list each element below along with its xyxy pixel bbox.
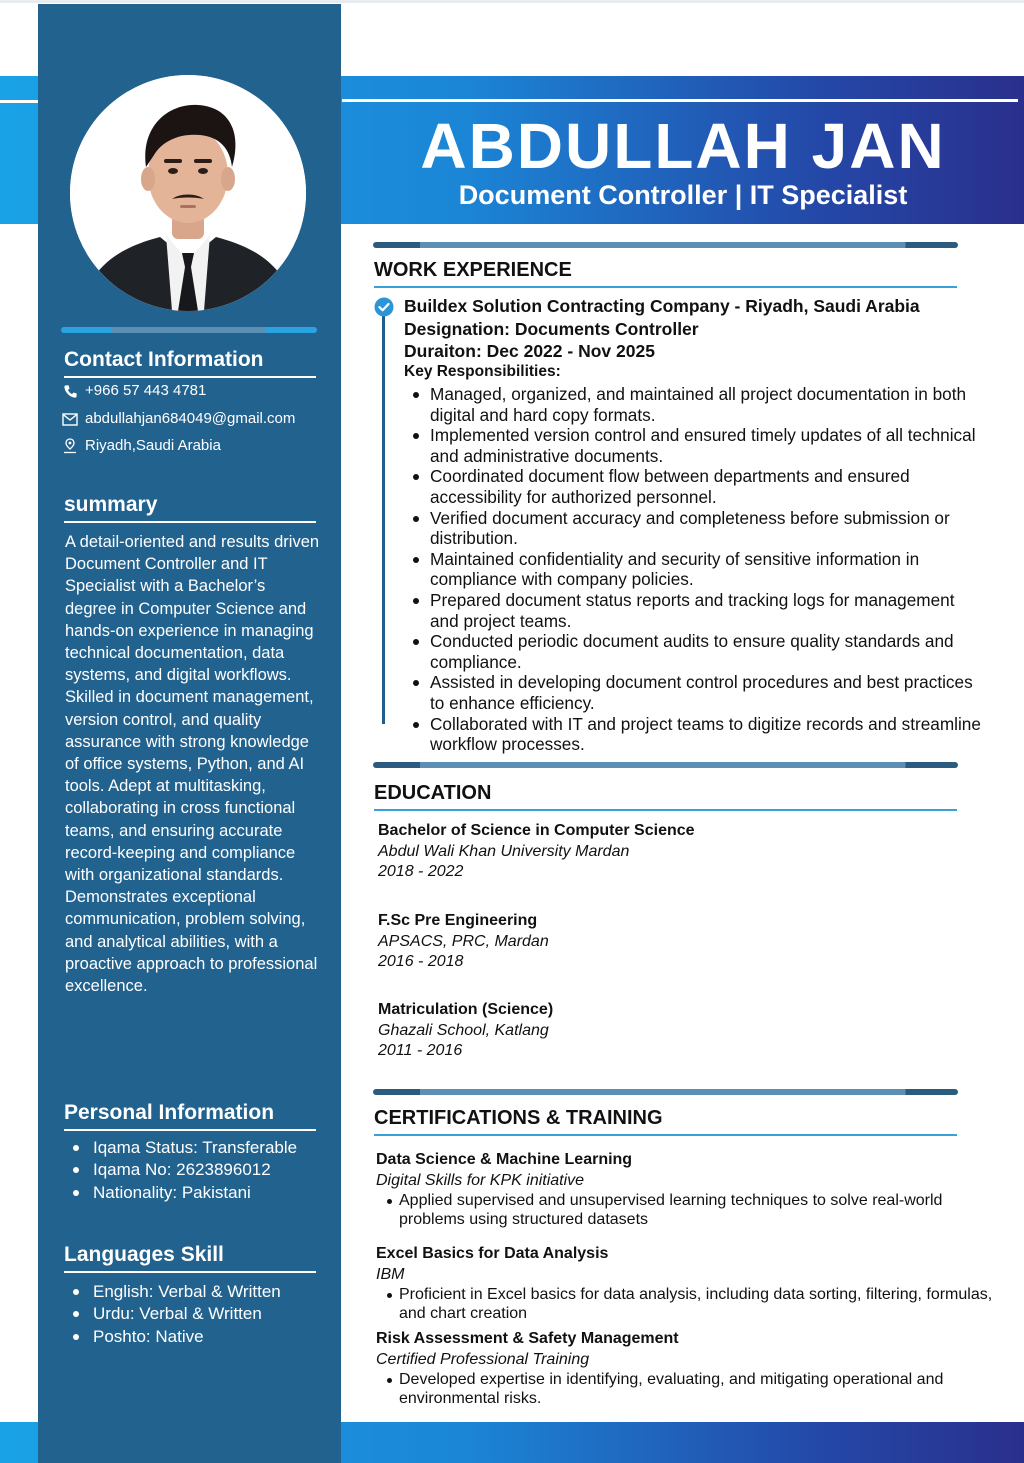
designation: Designation: Documents Controller	[404, 319, 699, 339]
years: 2011 - 2016	[378, 1042, 463, 1059]
list-item: Implemented version control and ensured timely updates of all technical and administrative documents.	[410, 425, 985, 466]
school: APSACS, PRC, Mardan	[378, 932, 549, 950]
years: 2018 - 2022	[378, 863, 464, 880]
degree: Matriculation (Science)	[378, 1001, 554, 1018]
education-heading: EDUCATION	[374, 780, 957, 811]
list-item: Poshto: Native	[70, 1326, 330, 1348]
summary-text: A detail-oriented and results driven Document Controller and IT Specialist with a Bachelor’s degree in Computer Science and hands-on experience in managing technical documentation, data systems, and digital workflows. Skilled in document management, version control, and quality assurance with strong knowledge of office systems, Python, and AI tools. Adept at multitasking, collaborating in cross functional teams, and ensuring accurate record-keeping and compliance with organizational standards. Demonstrates exceptional communication, problem solving, and analytical abilities, with a proactive approach to professional excellence.	[65, 533, 320, 996]
phone-number[interactable]: +966 57 443 4781	[85, 382, 207, 399]
certification-name: Excel Basics for Data Analysis	[376, 1245, 609, 1262]
email-address[interactable]: abdullahjan684049@gmail.com	[85, 410, 296, 427]
email-icon	[62, 411, 78, 427]
certification-entry	[376, 1150, 996, 1229]
responsibilities-list	[410, 384, 985, 755]
certifications-heading: CERTIFICATIONS & TRAINING	[374, 1105, 957, 1136]
contact-location	[62, 437, 221, 455]
list-item: Nationality: Pakistani	[70, 1182, 330, 1204]
list-item: Verified document accuracy and completeness before submission or distribution.	[410, 508, 985, 549]
certification-name: Risk Assessment & Safety Management	[376, 1330, 679, 1347]
certification-entry	[376, 1244, 996, 1323]
education-entry	[378, 821, 958, 883]
list-item: Collaborated with IT and project teams to digitize records and streamline workflow processes.	[410, 714, 985, 755]
check-circle-icon	[374, 297, 394, 322]
list-item: Prepared document status reports and tracking logs for management and project teams.	[410, 590, 985, 631]
certification-name: Data Science & Machine Learning	[376, 1151, 633, 1168]
timeline-line	[382, 312, 385, 724]
summary-heading: summary	[64, 492, 316, 523]
school: Ghazali School, Katlang	[378, 1021, 549, 1039]
location-text: Riyadh,Saudi Arabia	[85, 437, 221, 454]
school: Abdul Wali Khan University Mardan	[378, 842, 630, 860]
years: 2016 - 2018	[378, 953, 464, 970]
list-item: Managed, organized, and maintained all project documentation in both digital and hard copy formats.	[410, 384, 985, 425]
duration: Duraiton: Dec 2022 - Nov 2025	[404, 341, 655, 361]
candidate-title: Document Controller | IT Specialist	[458, 180, 908, 210]
section-divider	[373, 1089, 958, 1095]
languages-heading: Languages Skill	[64, 1242, 316, 1273]
contact-phone	[62, 382, 206, 400]
list-item: Iqama No: 2623896012	[70, 1159, 330, 1181]
header-stripe	[0, 100, 38, 103]
list-item: Coordinated document flow between departments and ensured accessibility for authorized personnel.	[410, 466, 985, 507]
education-entry	[378, 1000, 958, 1062]
sidebar-divider	[61, 327, 317, 333]
contact-email	[62, 410, 295, 428]
company-name: Buildex Solution Contracting Company - Riyadh, Saudi Arabia	[404, 296, 920, 316]
certification-issuer: Certified Professional Training	[376, 1350, 590, 1368]
list-item: Urdu: Verbal & Written	[70, 1303, 330, 1325]
avatar	[70, 75, 306, 311]
certification-description: Developed expertise in identifying, evaluating, and mitigating operational and environmental risks.	[376, 1371, 996, 1408]
list-item: Assisted in developing document control procedures and best practices to enhance efficiency.	[410, 672, 985, 713]
candidate-name: ABDULLAH JAN	[420, 110, 946, 182]
degree: Bachelor of Science in Computer Science	[378, 822, 695, 839]
degree: F.Sc Pre Engineering	[378, 912, 538, 929]
certification-issuer: Digital Skills for KPK initiative	[376, 1171, 585, 1189]
list-item: Conducted periodic document audits to ensure quality standards and compliance.	[410, 631, 985, 672]
certification-issuer: IBM	[376, 1265, 405, 1283]
list-item: Maintained confidentiality and security of sensitive information in compliance with company policies.	[410, 549, 985, 590]
work-experience-heading: WORK EXPERIENCE	[374, 257, 957, 288]
list-item: English: Verbal & Written	[70, 1281, 330, 1303]
header-stripe	[342, 99, 1018, 102]
certification-description: Applied supervised and unsupervised learning techniques to solve real-world problems using structured datasets	[376, 1192, 996, 1229]
section-divider	[373, 242, 958, 248]
personal-info-heading: Personal Information	[64, 1100, 316, 1131]
location-pin-icon	[62, 438, 78, 454]
section-divider	[373, 762, 958, 768]
personal-info-list	[70, 1137, 330, 1204]
phone-icon	[62, 383, 78, 399]
key-responsibilities-label: Key Responsibilities:	[404, 363, 561, 380]
education-entry	[378, 911, 958, 973]
certification-entry	[376, 1329, 996, 1408]
list-item: Iqama Status: Transferable	[70, 1137, 330, 1159]
languages-list	[70, 1281, 330, 1348]
contact-heading: Contact Information	[64, 347, 316, 378]
certification-description: Proficient in Excel basics for data analysis, including data sorting, filtering, formulas, and chart creation	[376, 1286, 996, 1323]
page-top-line	[0, 0, 1024, 3]
